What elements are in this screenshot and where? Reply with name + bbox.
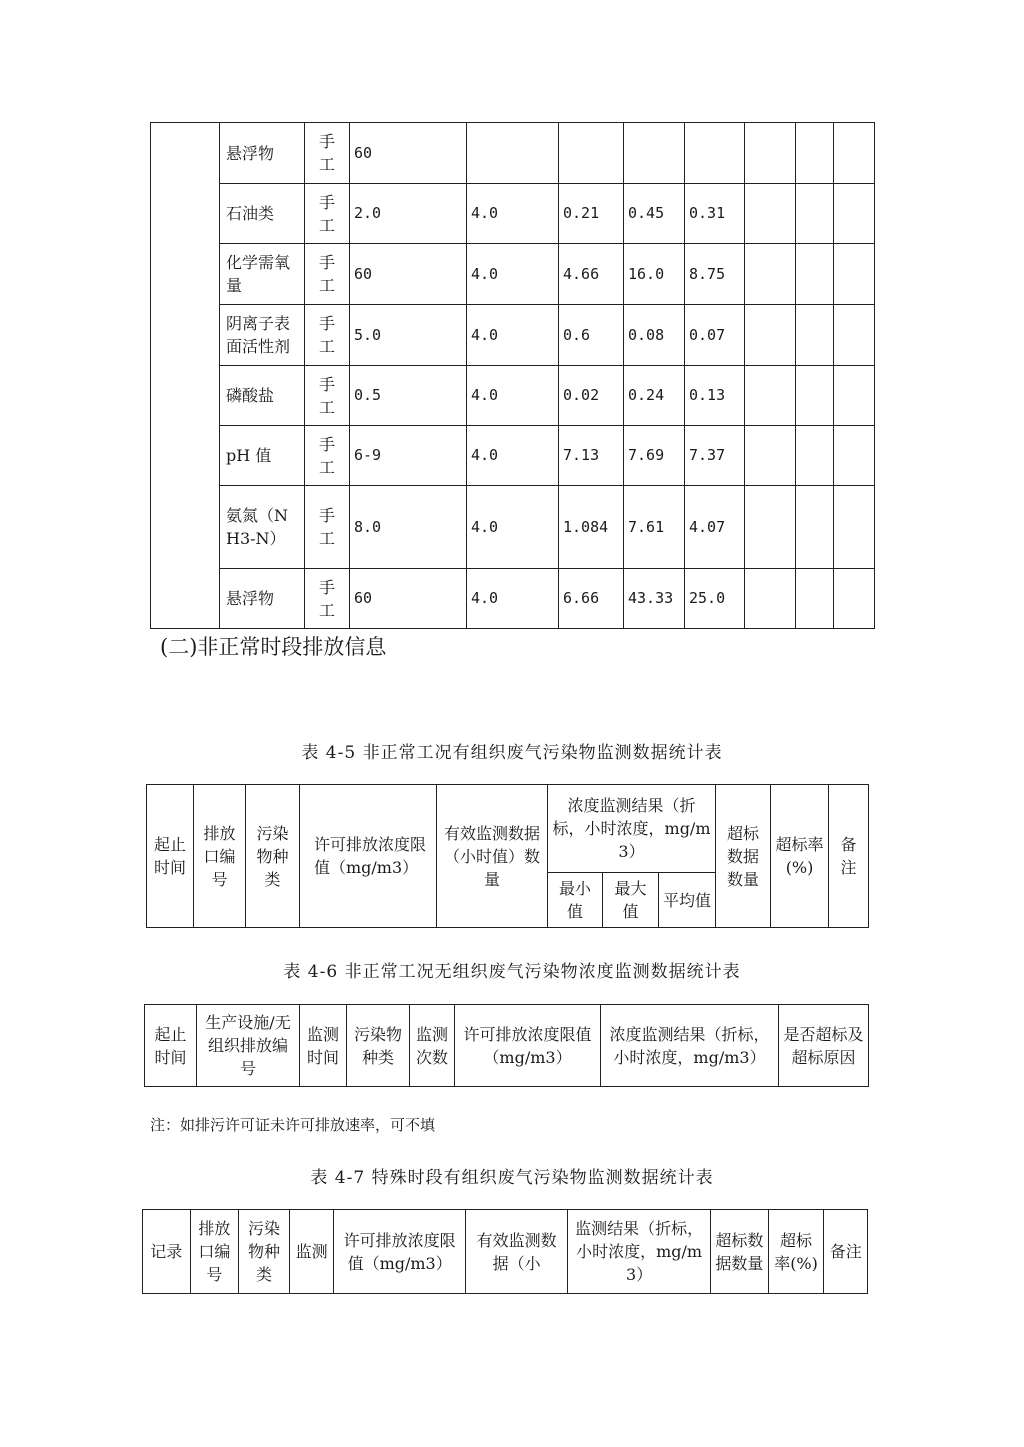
table-row: [151, 366, 875, 426]
min-cell: [559, 123, 624, 184]
empty-cell: [834, 426, 875, 486]
min-cell: 7.13: [559, 426, 624, 486]
pollutant-cell: 阴离子表面活性剂: [220, 305, 305, 366]
header-limit: 许可排放浓度限值（mg/m3）: [334, 1210, 466, 1294]
method-cell: 手工: [305, 366, 350, 426]
max-cell: 0.08: [624, 305, 685, 366]
count-cell: 4.0: [467, 366, 559, 426]
empty-cell: [796, 184, 834, 244]
empty-cell: [796, 123, 834, 184]
max-cell: 7.61: [624, 486, 685, 569]
table-row: [151, 305, 875, 366]
header-result: 监测结果（折标，小时浓度，mg/m3）: [568, 1210, 711, 1294]
header-exceed-rate: 超标率(%): [771, 785, 829, 928]
avg-cell: 8.75: [685, 244, 745, 305]
table-row: [151, 123, 875, 184]
header-facility: 生产设施/无组织排放编号: [197, 1005, 300, 1087]
min-cell: 6.66: [559, 569, 624, 629]
header-monitor: 监测: [289, 1210, 334, 1294]
header-max: 最大值: [603, 873, 659, 928]
table-4-6-caption: 表 4-6 非正常工况无组织废气污染物浓度监测数据统计表: [283, 962, 741, 982]
header-result: 浓度监测结果（折标，小时浓度，mg/m3）: [548, 785, 716, 873]
count-cell: 4.0: [467, 244, 559, 305]
min-cell: 1.084: [559, 486, 624, 569]
header-avg: 平均值: [659, 873, 716, 928]
empty-cell: [834, 366, 875, 426]
header-pollutant: 污染物种类: [246, 785, 300, 928]
empty-cell: [796, 426, 834, 486]
method-cell: 手工: [305, 305, 350, 366]
empty-cell: [796, 486, 834, 569]
empty-cell: [834, 486, 875, 569]
header-min: 最小值: [548, 873, 603, 928]
table-4-5: [146, 784, 869, 928]
table-4-7: [142, 1209, 868, 1294]
count-cell: [467, 123, 559, 184]
max-cell: 7.69: [624, 426, 685, 486]
limit-cell: 60: [350, 244, 467, 305]
table-row: [151, 486, 875, 569]
limit-cell: 6-9: [350, 426, 467, 486]
min-cell: 0.02: [559, 366, 624, 426]
header-outlet: 排放口编号: [190, 1210, 239, 1294]
empty-cell: [796, 366, 834, 426]
avg-cell: 4.07: [685, 486, 745, 569]
avg-cell: 7.37: [685, 426, 745, 486]
avg-cell: 0.13: [685, 366, 745, 426]
max-cell: 0.45: [624, 184, 685, 244]
header-exceed-count: 超标数据数量: [716, 785, 771, 928]
min-cell: 0.21: [559, 184, 624, 244]
header-record: 记录: [143, 1210, 191, 1294]
header-outlet: 排放口编号: [194, 785, 246, 928]
count-cell: 4.0: [467, 426, 559, 486]
pollutant-cell: 磷酸盐: [220, 366, 305, 426]
count-cell: 4.0: [467, 486, 559, 569]
limit-cell: 0.5: [350, 366, 467, 426]
method-cell: 手工: [305, 569, 350, 629]
count-cell: 4.0: [467, 184, 559, 244]
limit-cell: 5.0: [350, 305, 467, 366]
header-exceed: 是否超标及超标原因: [779, 1005, 869, 1087]
pollutant-cell: 悬浮物: [220, 569, 305, 629]
avg-cell: 0.31: [685, 184, 745, 244]
method-cell: 手工: [305, 244, 350, 305]
table-4-7-caption: 表 4-7 特殊时段有组织废气污染物监测数据统计表: [310, 1168, 714, 1188]
header-exceed-count: 超标数据数量: [711, 1210, 769, 1294]
pollutant-cell: 氨氮（NH3-N）: [220, 486, 305, 569]
count-cell: 4.0: [467, 305, 559, 366]
header-time: 起止时间: [145, 1005, 197, 1087]
table-row: [151, 569, 875, 629]
max-cell: 16.0: [624, 244, 685, 305]
header-times: 监测次数: [410, 1005, 455, 1087]
method-cell: 手工: [305, 426, 350, 486]
pollutant-cell: 化学需氧量: [220, 244, 305, 305]
count-cell: 4.0: [467, 569, 559, 629]
max-cell: 43.33: [624, 569, 685, 629]
empty-cell: [796, 305, 834, 366]
header-remark: 备注: [829, 785, 869, 928]
empty-cell: [834, 123, 875, 184]
header-result: 浓度监测结果（折标，小时浓度，mg/m3）: [601, 1005, 779, 1087]
empty-cell: [745, 244, 796, 305]
max-cell: [624, 123, 685, 184]
empty-cell: [834, 569, 875, 629]
header-exceed-rate: 超标率(%): [768, 1210, 824, 1294]
pollutant-cell: pH 值: [220, 426, 305, 486]
table-4-6: [144, 1004, 869, 1087]
limit-cell: 8.0: [350, 486, 467, 569]
method-cell: 手工: [305, 486, 350, 569]
header-count: 有效监测数据（小: [465, 1210, 567, 1294]
header-pollutant: 污染物种类: [239, 1210, 290, 1294]
limit-cell: 2.0: [350, 184, 467, 244]
table-row: [151, 426, 875, 486]
limit-cell: 60: [350, 569, 467, 629]
header-limit: 许可排放浓度限值（mg/m3）: [300, 785, 437, 928]
empty-cell: [745, 305, 796, 366]
empty-cell: [745, 184, 796, 244]
section-heading: (二)非正常时段排放信息: [160, 635, 387, 659]
empty-cell: [745, 486, 796, 569]
outlet-cell: [151, 123, 220, 629]
avg-cell: 25.0: [685, 569, 745, 629]
empty-cell: [834, 244, 875, 305]
empty-cell: [834, 184, 875, 244]
avg-cell: 0.07: [685, 305, 745, 366]
pollutant-cell: 悬浮物: [220, 123, 305, 184]
empty-cell: [796, 569, 834, 629]
header-remark: 备注: [824, 1210, 868, 1294]
table-row: [151, 244, 875, 305]
empty-cell: [745, 569, 796, 629]
header-limit: 许可排放浓度限值（mg/m3）: [455, 1005, 601, 1087]
method-cell: 手工: [305, 123, 350, 184]
header-monitor-time: 监测时间: [300, 1005, 347, 1087]
empty-cell: [834, 305, 875, 366]
pollutant-cell: 石油类: [220, 184, 305, 244]
empty-cell: [745, 123, 796, 184]
header-pollutant: 污染物种类: [347, 1005, 410, 1087]
table-4-5-caption: 表 4-5 非正常工况有组织废气污染物监测数据统计表: [301, 743, 723, 763]
max-cell: 0.24: [624, 366, 685, 426]
limit-cell: 60: [350, 123, 467, 184]
table-row: [151, 184, 875, 244]
empty-cell: [745, 366, 796, 426]
footnote: 注：如排污许可证未许可排放速率，可不填: [150, 1116, 436, 1134]
method-cell: 手工: [305, 184, 350, 244]
empty-cell: [796, 244, 834, 305]
min-cell: 4.66: [559, 244, 624, 305]
header-count: 有效监测数据（小时值）数量: [437, 785, 548, 928]
empty-cell: [745, 426, 796, 486]
avg-cell: [685, 123, 745, 184]
min-cell: 0.6: [559, 305, 624, 366]
header-time: 起止时间: [147, 785, 194, 928]
wastewater-monitoring-table: [150, 122, 875, 629]
